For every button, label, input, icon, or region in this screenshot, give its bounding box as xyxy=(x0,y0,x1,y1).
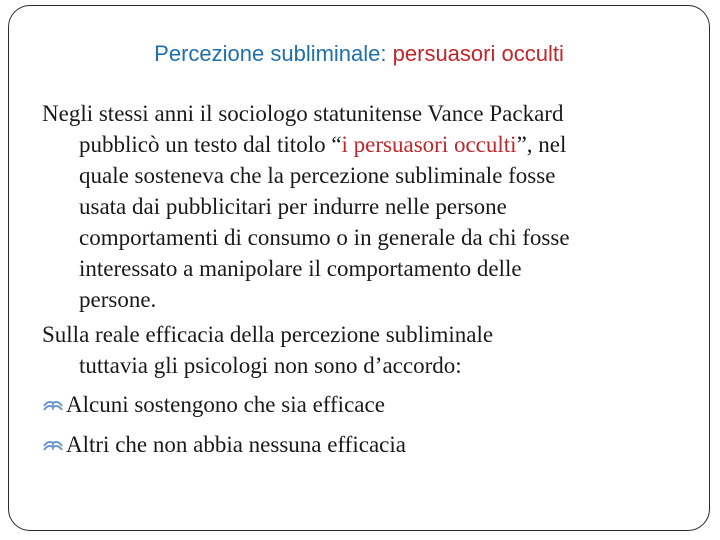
text-line: Sulla reale efficacia della percezione subliminale xyxy=(42,322,494,347)
text-line: Negli stessi anni il sociologo statunitense Vance Packard xyxy=(42,101,564,126)
text-line: usata dai pubblicitari per indurre nelle persone xyxy=(79,194,507,219)
bullet-item xyxy=(42,385,702,425)
bullet-text: Altri che non abbia nessuna efficacia xyxy=(66,432,406,457)
text-fragment: ”, nel xyxy=(516,132,567,157)
bullet-item xyxy=(42,425,702,465)
text-fragment: pubblicò un testo dal titolo “ xyxy=(79,132,342,157)
paragraph-efficacy xyxy=(42,319,702,381)
text-line: comportamenti di consumo o in generale da chi fosse xyxy=(79,225,570,250)
text-line: persone. xyxy=(79,287,157,312)
slide-title-accent: persuasori occulti xyxy=(392,41,564,66)
book-bullet-icon xyxy=(42,435,64,455)
slide-title xyxy=(9,40,709,68)
text-line: tuttavia gli psicologi non sono d’accordo: xyxy=(79,353,462,378)
slide-body xyxy=(42,98,702,465)
slide-title-main: Percezione subliminale: xyxy=(154,41,393,66)
paragraph-packard xyxy=(42,98,702,315)
text-line: interessato a manipolare il comportamento delle xyxy=(79,256,522,281)
book-title-highlight: i persuasori occulti xyxy=(341,132,517,157)
text-line xyxy=(42,129,702,160)
book-bullet-icon xyxy=(42,395,64,415)
text-line: quale sosteneva che la percezione subliminale fosse xyxy=(79,163,556,188)
bullet-text: Alcuni sostengono che sia efficace xyxy=(66,392,385,417)
slide-frame xyxy=(8,5,710,531)
